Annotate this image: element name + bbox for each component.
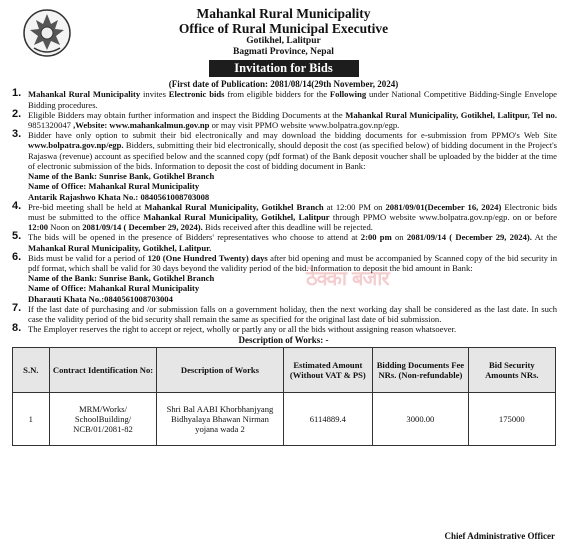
item-number: 1. [12, 87, 22, 100]
table-cell: MRM/Works/ SchoolBuilding/ NCB/01/2081-82 [49, 393, 157, 446]
item-number: 5. [12, 230, 22, 243]
item-text: after bid opening and must be accompanied by Scanned copy of the bid security in pdf format, which shall be valid for 30 days beyond the validity period of the bid. Information to deposit the bid amount in Bank: [28, 252, 557, 273]
office-name: Office of Rural Municipal Executive [178, 21, 389, 37]
municipality-name: Mahankal Rural Municipality [196, 6, 371, 21]
bid-conditions-list [10, 89, 557, 334]
item-text: 2:00 pm [360, 232, 392, 243]
item-text: Noon on [48, 222, 83, 233]
bid-condition-item [10, 250, 557, 304]
table-cell: 175000 [468, 393, 555, 446]
column-header: Bidding Documents Fee NRs. (Non-refundable) [373, 348, 469, 393]
bid-condition-item [10, 199, 557, 233]
item-text: Electronic bids must be submitted to the office [28, 201, 557, 222]
item-text: Bidder have only option to submit their bid electronically and may download the bidding documents for e-submission from PPMO's Web Site [28, 130, 557, 141]
item-text: 2081/09/14 ( December 29, 2024). [82, 222, 203, 233]
publication-date: (First date of Publication: 2081/08/14(29th November, 2024) [168, 79, 399, 90]
item-number: 2. [12, 107, 22, 120]
letterhead [10, 6, 557, 57]
bid-condition-item [10, 324, 557, 334]
column-header: Description of Works [157, 348, 283, 393]
item-text: from eligible bidders for the [224, 89, 330, 100]
bank-detail-line: Name of Office: Mahankal Rural Municipality [28, 181, 200, 192]
bank-detail-line: Name of Office: Mahankal Rural Municipality [28, 283, 200, 294]
works-table-body [13, 393, 556, 446]
item-text: 2081/09/14 ( December 29, 2024). [406, 232, 532, 243]
works-table-title: Description of Works: - [238, 335, 329, 346]
item-text: through PPMO website www.bolpatra.gov.np/egp. on or before [329, 211, 557, 222]
item-text: Bids must be valid for a period of [28, 252, 148, 263]
table-cell: 6114889.4 [283, 393, 373, 446]
column-header: Bid Security Amounts NRs. [468, 348, 555, 393]
item-text: Mahankal Rural Municipality [28, 89, 141, 100]
item-text: www.bolpatra.gov.np/egp. [28, 140, 124, 151]
item-text: 120 (One Hundred Twenty) days [147, 252, 268, 263]
bank-detail-line: Name of the Bank: Sunrise Bank, Gotikhel Branch [28, 273, 215, 284]
item-text: 9851320047 [28, 120, 74, 131]
address-line-1: Gotikhel, Lalitpur [246, 36, 321, 47]
item-text: Following [329, 89, 367, 100]
item-text: under National Competitive Bidding-Single Envelope Bidding procedures. [28, 89, 558, 110]
signatory: Chief Administrative Officer [444, 531, 555, 541]
bid-condition-item [10, 232, 557, 252]
item-text: ,Website: www.mahankalmun.gov.np [73, 120, 210, 131]
nepal-emblem-icon [22, 8, 72, 58]
item-text: If the last date of purchasing and /or submission falls on a government holiday, then the next working day shall be considered as the last date. In such case the validity period of the bid security shall remain the same as specified for the original last date of bid submission. [28, 303, 557, 324]
item-number: 6. [12, 250, 22, 263]
item-text: Mahankal Rural Municipality, Gotikhel, Lalitpur, Tel no. [345, 109, 557, 120]
item-text: Pre-bid meeting shall be held at [28, 201, 145, 212]
works-table-header-row [13, 348, 556, 393]
column-header: Estimated Amount (Without VAT & PS) [283, 348, 373, 393]
item-text: Bidders, submitting their bid electronically, should deposit the cost (as specified below) of bidding document in the Project's Rajaswa (revenue) account as specified below and the scanned copy (pdf format) of the Bank deposit voucher shall be uploaded by the bidder at the time of electronic submission of the bids. Information to deposit the cost of bidding document in Bank: [28, 140, 557, 171]
bid-condition-item [10, 107, 557, 131]
item-text: The bids will be opened in the presence of Bidders' representatives who choose to attend at [28, 232, 361, 243]
item-text: Bids received after this deadline will be rejected. [202, 222, 373, 233]
item-text: Electronic bids [168, 89, 225, 100]
bid-condition-item [10, 89, 557, 109]
column-header: Contract Identification No: [49, 348, 157, 393]
item-text: on [391, 232, 407, 243]
bank-detail-line: Name of the Bank: Sunrise Bank, Gotikhel Branch [28, 171, 215, 182]
bank-detail-line: Dharauti Khata No.:0840561008703004 [28, 293, 173, 304]
column-header: S.N. [13, 348, 50, 393]
item-text: or may visit PPMO website www.bolpatra.gov.np/egp. [209, 120, 400, 131]
table-cell: 1 [13, 393, 50, 446]
item-text: Mahankal Rural Municipality, Gotikhel, Lalitpur [143, 211, 330, 222]
item-text: Eligible Bidders may obtain further information and inspect the Bidding Documents at the [28, 109, 346, 120]
bid-condition-item [10, 301, 557, 324]
item-number: 8. [12, 322, 22, 335]
item-number: 3. [12, 128, 22, 141]
works-table [12, 347, 556, 446]
bank-detail-line: Antarik Rajashwo Khata No.: 0840561008703008 [28, 191, 210, 202]
item-number: 7. [12, 301, 22, 314]
bid-condition-item [10, 130, 557, 201]
item-text: The Employer reserves the right to accept or reject, wholly or partly any or all the bids without assigning reason whatsoever. [28, 324, 457, 335]
item-text: At the [531, 232, 558, 243]
item-text: 12:00 [28, 222, 49, 233]
table-cell: Shri Bal AABI Khorbhanjyang Bidhyalaya Bhawan Nirman yojana wada 2 [157, 393, 283, 446]
watermark-logo: ठेक्का बजार [306, 266, 389, 290]
item-text: Mahankal Rural Municipality, Gotikhel, Lalitpur. [28, 242, 212, 253]
item-text: invites [140, 89, 169, 100]
item-text: at 12:00 PM on [323, 201, 386, 212]
table-row [13, 393, 556, 446]
item-number: 4. [12, 199, 22, 212]
address-line-2: Bagmati Province, Nepal [233, 46, 334, 57]
item-text: 2081/09/01(December 16, 2024) [385, 201, 502, 212]
notice-title-banner: Invitation for Bids [209, 60, 359, 77]
item-text: Mahankal Rural Municipality, Gotikhel Branch [144, 201, 324, 212]
table-cell: 3000.00 [373, 393, 469, 446]
